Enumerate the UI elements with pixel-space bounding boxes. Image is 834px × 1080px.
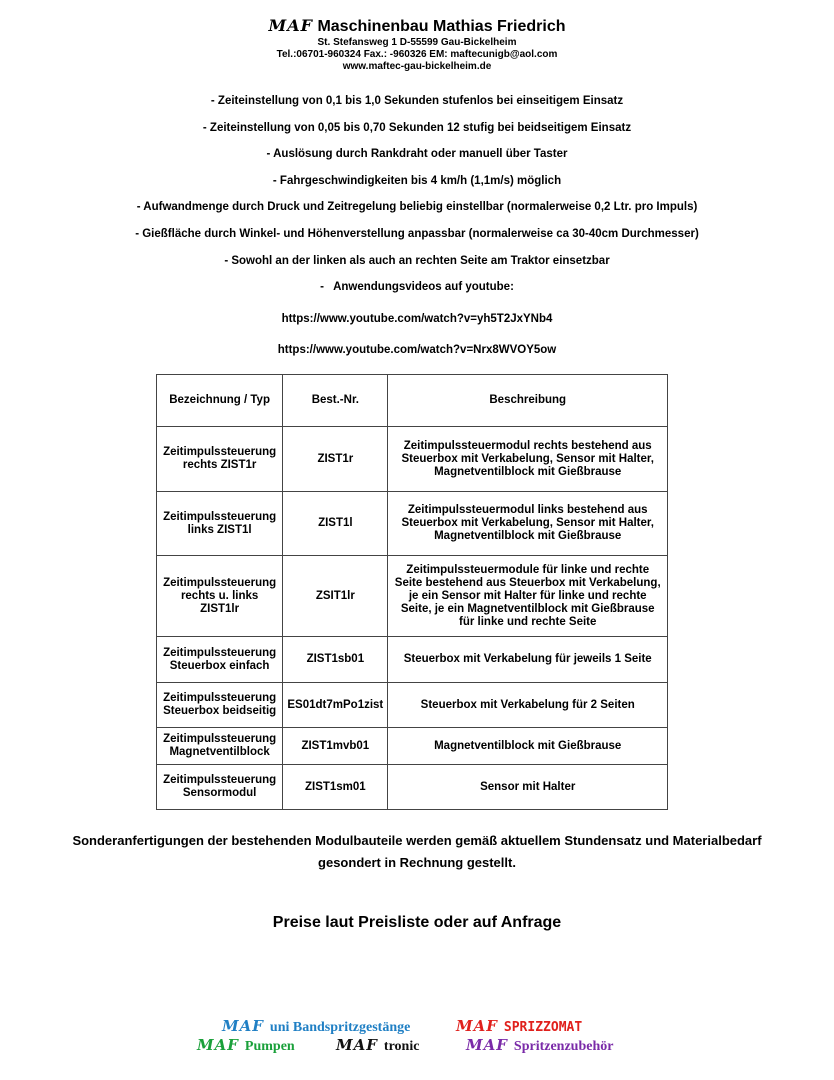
cell-type: Zeitimpulssteuerung Magnetventilblock	[157, 728, 283, 765]
brand-tronic	[336, 1036, 419, 1055]
company-address: St. Stefansweg 1 D-55599 Gau-Bickelheim	[317, 37, 517, 48]
cell-description: Zeitimpulssteuermodul links bestehend aus Steuerbox mit Verkabelung, Sensor mit Halter, Magnetventilblock mit Gießbrause	[388, 492, 668, 556]
feature-item: - Aufwandmenge durch Druck und Zeitregelung beliebig einstellbar (normalerweise 0,2 Ltr. pro Impuls)	[136, 201, 698, 214]
note-line-2: gesondert in Rechnung gestellt.	[318, 855, 516, 870]
feature-item: - Gießfläche durch Winkel- und Höhenverstellung anpassbar (normalerweise ca 30-40cm Durchmesser)	[135, 227, 699, 240]
cell-type: Zeitimpulssteuerung rechts u. links ZIST1lr	[157, 556, 283, 637]
brand-spritzenzubehoer	[466, 1036, 613, 1055]
cell-type: Zeitimpulssteuerung Steuerbox beidseitig	[157, 683, 283, 728]
youtube-link-1[interactable]: https://www.youtube.com/watch?v=yh5T2JxYNb4	[281, 313, 553, 325]
cell-type: Zeitimpulssteuerung Steuerbox einfach	[157, 637, 283, 683]
cell-number: ZIST1r	[283, 427, 388, 492]
table-row	[157, 765, 668, 810]
brand-text: uni Bandspritzgestänge	[269, 1020, 411, 1035]
table-row	[157, 637, 668, 683]
header-cell-description: Beschreibung	[388, 375, 668, 427]
cell-number: ZIST1l	[283, 492, 388, 556]
table-row	[157, 556, 668, 637]
video-heading: - Anwendungsvideos auf youtube:	[320, 281, 514, 294]
brand-text: SPRIZZOMAT	[503, 1020, 583, 1035]
maf-logo: MAF	[268, 16, 313, 35]
company-contact: Tel.:06701-960324 Fax.: -960326 EM: maftecunigb@aol.com	[276, 49, 558, 60]
brand-logos	[0, 1015, 834, 1060]
feature-list	[0, 92, 834, 305]
custom-orders-note	[0, 830, 834, 874]
cell-number: ES01dt7mPo1zist	[283, 683, 388, 728]
table-row	[157, 427, 668, 492]
cell-description: Steuerbox mit Verkabelung für 2 Seiten	[388, 683, 668, 728]
brand-text: Spritzenzubehör	[513, 1039, 614, 1054]
cell-description: Steuerbox mit Verkabelung für jeweils 1 Seite	[388, 637, 668, 683]
video-links	[0, 310, 834, 372]
header-cell-number: Best.-Nr.	[283, 375, 388, 427]
brand-text: tronic	[383, 1039, 420, 1054]
company-website[interactable]: www.maftec-gau-bickelheim.de	[342, 61, 492, 72]
cell-number: ZIST1sm01	[283, 765, 388, 810]
note-line-1: Sonderanfertigungen der bestehenden Modulbauteile werden gemäß aktuellem Stundensatz und Materialbedarf	[72, 833, 762, 848]
maf-logo: MAF	[336, 1036, 378, 1054]
cell-description: Magnetventilblock mit Gießbrause	[388, 728, 668, 765]
cell-description: Sensor mit Halter	[388, 765, 668, 810]
cell-number: ZIST1sb01	[283, 637, 388, 683]
product-table	[156, 374, 668, 810]
maf-logo: MAF	[222, 1017, 264, 1035]
feature-item: - Sowohl an der linken als auch an rechten Seite am Traktor einsetzbar	[224, 254, 610, 267]
maf-logo: MAF	[197, 1036, 239, 1054]
cell-number: ZSIT1lr	[283, 556, 388, 637]
table-row	[157, 492, 668, 556]
brand-bandspritz	[222, 1017, 410, 1036]
prices-notice: Preise laut Preisliste oder auf Anfrage	[272, 914, 562, 931]
table-header-row	[157, 375, 668, 427]
company-name: Maschinenbau Mathias Friedrich	[317, 18, 566, 35]
brand-sprizzomat	[456, 1017, 582, 1035]
maf-logo: MAF	[456, 1017, 498, 1035]
feature-item: - Fahrgeschwindigkeiten bis 4 km/h (1,1m/s) möglich	[272, 174, 562, 187]
feature-item: - Zeiteinstellung von 0,05 bis 0,70 Sekunden 12 stufig bei beidseitigem Einsatz	[202, 121, 632, 134]
brand-pumpen	[197, 1036, 295, 1055]
letterhead	[0, 16, 834, 73]
header-cell-type: Bezeichnung / Typ	[157, 375, 283, 427]
feature-item: - Auslösung durch Rankdraht oder manuell über Taster	[266, 148, 568, 161]
cell-type: Zeitimpulssteuerung links ZIST1l	[157, 492, 283, 556]
table-row	[157, 683, 668, 728]
brand-text: Pumpen	[244, 1039, 295, 1054]
cell-type: Zeitimpulssteuerung rechts ZIST1r	[157, 427, 283, 492]
table-row	[157, 728, 668, 765]
company-title	[0, 16, 834, 37]
cell-description: Zeitimpulssteuermodul rechts bestehend aus Steuerbox mit Verkabelung, Sensor mit Halter, Magnetventilblock mit Gießbrause	[388, 427, 668, 492]
cell-number: ZIST1mvb01	[283, 728, 388, 765]
cell-type: Zeitimpulssteuerung Sensormodul	[157, 765, 283, 810]
feature-item: - Zeiteinstellung von 0,1 bis 1,0 Sekunden stufenlos bei einseitigem Einsatz	[210, 95, 624, 107]
cell-description: Zeitimpulssteuermodule für linke und rechte Seite bestehend aus Steuerbox mit Verkabelung, je ein Sensor mit Halter für linke und rechte Seite, je ein Magnetventilblock mit Gießbrause für linke und rechte Seite	[388, 556, 668, 637]
youtube-link-2[interactable]: https://www.youtube.com/watch?v=Nrx8WVOY5ow	[277, 344, 557, 356]
maf-logo: MAF	[466, 1036, 508, 1054]
